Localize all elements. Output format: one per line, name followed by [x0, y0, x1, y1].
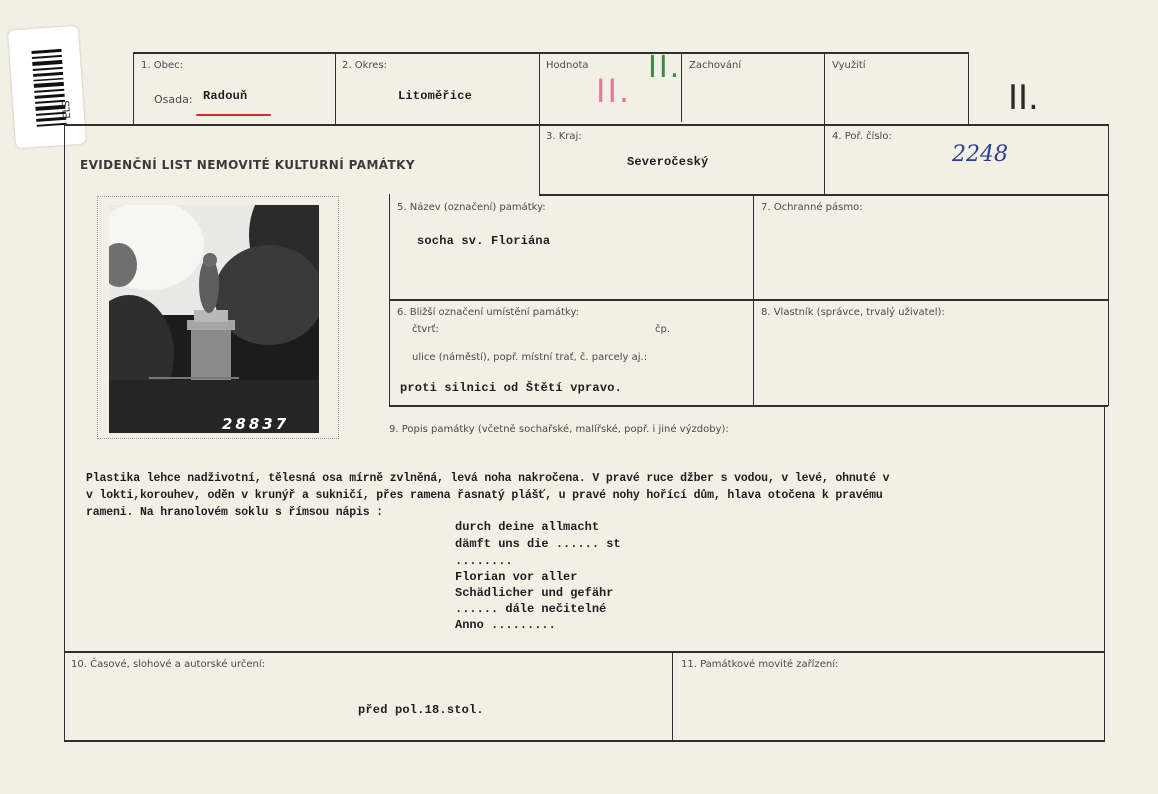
osada-underline — [196, 114, 271, 116]
kraj-label: 3. Kraj: — [546, 131, 582, 142]
margin-mark: II. — [1008, 78, 1039, 118]
nazev-label: 5. Název (označení) památky: — [397, 202, 546, 213]
cp-label: čp. — [655, 324, 671, 335]
inscription-line: Anno ......... — [455, 618, 556, 632]
casove-value: před pol.18.stol. — [358, 703, 484, 717]
barcode-icon — [8, 26, 86, 149]
ochranne-label: 7. Ochranné pásmo: — [761, 202, 863, 213]
okres-value: Litoměřice — [398, 89, 473, 103]
inscription-line: Schädlicher und gefähr — [455, 586, 614, 600]
hodnota-label: Hodnota — [546, 60, 589, 71]
osada-label: Osada: — [154, 93, 193, 106]
umisteni-label: 6. Bližší označení umístění památky: — [397, 307, 580, 318]
vlastnik-label: 8. Vlastník (správce, trvalý uživatel): — [761, 307, 945, 318]
vyuziti-label: Využití — [832, 60, 866, 71]
inscription-line: Florian vor aller — [455, 570, 578, 584]
movite-label: 11. Památkové movité zařízení: — [681, 659, 839, 670]
zachovani-label: Zachování — [689, 60, 742, 71]
por-cislo-label: 4. Poř. číslo: — [832, 131, 892, 142]
hodnota-pink-stamp: II. — [596, 72, 632, 110]
osada-value: Radouň — [203, 89, 248, 103]
ctvrt-label: čtvrť: — [412, 324, 439, 335]
casove-label: 10. Časové, slohové a autorské určení: — [71, 659, 266, 670]
inscription-line: dämft uns die ...... st — [455, 537, 621, 551]
monument-photo — [109, 205, 319, 433]
description-line: rameni. Na hranolovém soklu s římsou nápis : — [86, 506, 384, 519]
umisteni-value: proti silnici od Štětí vpravo. — [400, 381, 623, 395]
obec-label: 1. Obec: — [141, 60, 183, 71]
popis-label: 9. Popis památky (včetně sochařské, malířské, popř. i jiné výzdoby): — [389, 424, 729, 435]
inscription-line: ........ — [455, 554, 513, 568]
description-line: v lokti,korouhev, oděn v krunýř a sukničí, přes ramena řasnatý plášť, u pravé nohy hořící dům, hlava otočena k pravému — [86, 489, 883, 502]
kraj-value: Severočeský — [627, 155, 709, 169]
inscription-line: durch deine allmacht — [455, 520, 600, 534]
inscription-line: ...... dále nečitelné — [455, 602, 607, 616]
barcode-sticker — [8, 26, 86, 149]
hodnota-green-stamp: II. — [648, 50, 682, 85]
okres-label: 2. Okres: — [342, 60, 388, 71]
photo-number: 28837 — [222, 415, 290, 433]
description-line: Plastika lehce nadživotní, tělesná osa mírně zvlněná, levá noha nakročena. V pravé ruce džber s vodou, v levé, ohnuté v — [86, 472, 890, 485]
form-title: EVIDENČNÍ LIST NEMOVITÉ KULTURNÍ PAMÁTKY — [80, 158, 415, 172]
nazev-value: socha sv. Floriána — [417, 234, 551, 248]
por-cislo-value: 2248 — [952, 142, 1008, 167]
barcode-label: ELS — [60, 100, 74, 120]
ulice-label: ulice (náměstí), popř. místní trať, č. parcely aj.: — [412, 352, 648, 363]
